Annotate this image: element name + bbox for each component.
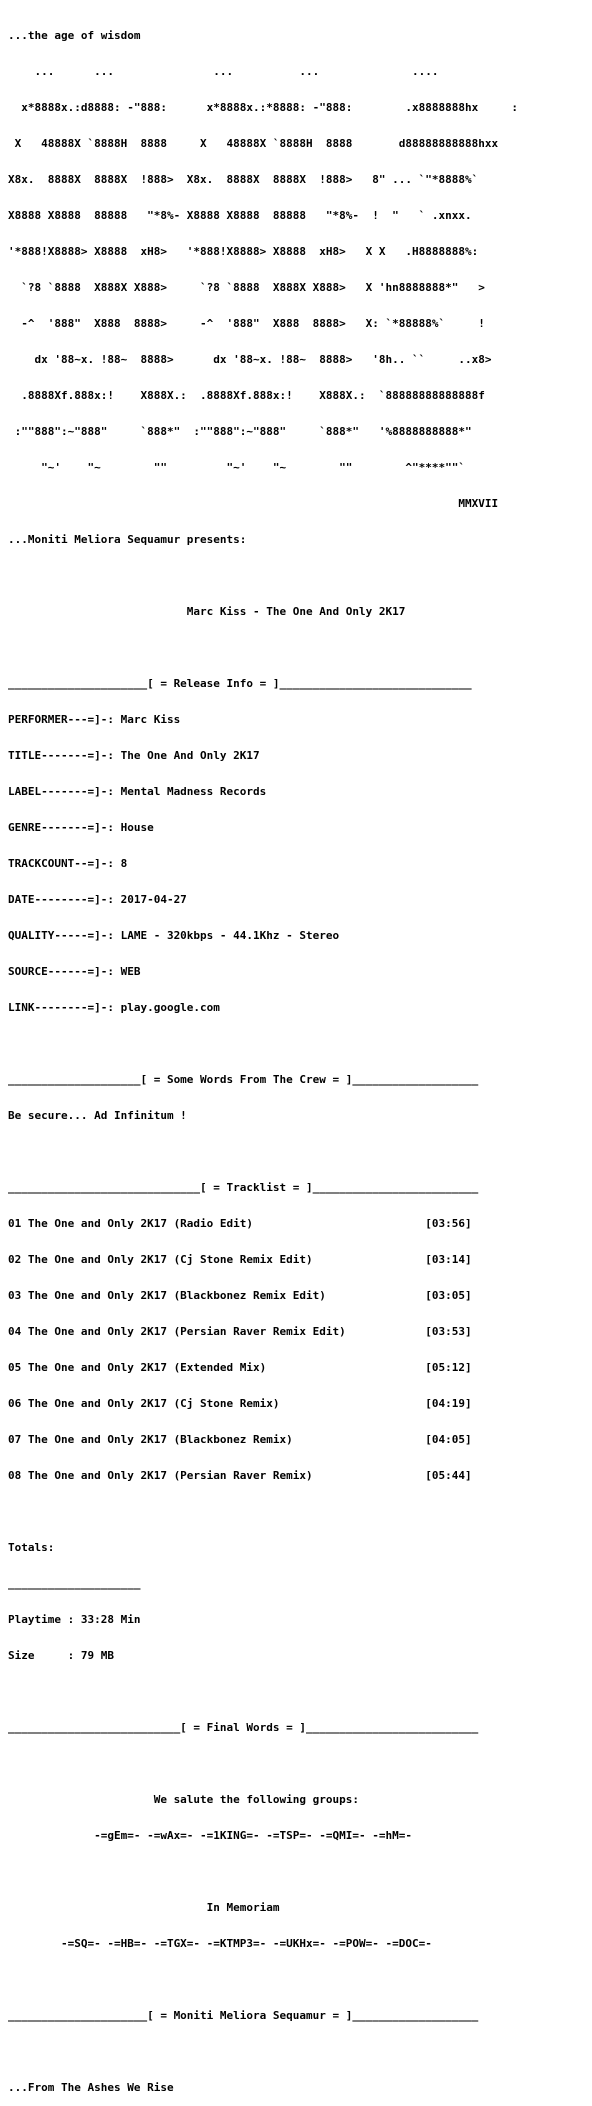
blank-line <box>8 1686 584 1698</box>
blank-line <box>8 1038 584 1050</box>
info-title: TITLE-------=]-: The One And Only 2K17 <box>8 749 260 762</box>
blank-line <box>8 570 584 582</box>
ascii-logo-line: ... ... ... ... .... <box>8 65 439 78</box>
section-header-group-name: _____________________[ = Moniti Meliora Sequamur = ]___________________ <box>8 2009 479 2022</box>
section-header-tracklist: _____________________________[ = Tracklist = ]_________________________ <box>8 1181 479 1194</box>
info-label: LABEL-------=]-: Mental Madness Records <box>8 785 267 798</box>
info-trackcount: TRACKCOUNT--=]-: 8 <box>8 857 128 870</box>
presents-line: ...Moniti Meliora Sequamur presents: <box>8 533 247 546</box>
ascii-logo-line: .8888Xf.888x:! X888X.: .8888Xf.888x:! X888X.: `88888888888888f <box>8 389 485 402</box>
blank-line <box>8 1146 584 1158</box>
track-row: 02 The One and Only 2K17 (Cj Stone Remix Edit) [03:14] <box>8 1253 472 1266</box>
ascii-logo-line: `?8 `8888 X888X X888> `?8 `8888 X888X X888> X 'hn8888888*" > <box>8 281 485 294</box>
info-source: SOURCE------=]-: WEB <box>8 965 141 978</box>
info-genre: GENRE-------=]-: House <box>8 821 154 834</box>
track-row: 03 The One and Only 2K17 (Blackbonez Remix Edit) [03:05] <box>8 1289 472 1302</box>
totals-playtime: Playtime : 33:28 Min <box>8 1613 141 1626</box>
info-performer: PERFORMER---=]-: Marc Kiss <box>8 713 181 726</box>
blank-line <box>8 1866 584 1878</box>
ascii-logo-line: :""888":~"888" `888*" :""888":~"888" `888*" '%8888888888*" <box>8 425 472 438</box>
ascii-logo-year: MMXVII <box>8 497 499 510</box>
info-date: DATE--------=]-: 2017-04-27 <box>8 893 187 906</box>
salute-groups: -=gEm=- -=wAx=- -=1KING=- -=TSP=- -=QMI=- -=hM=- <box>8 1829 412 1842</box>
header-tagline: ...the age of wisdom <box>8 29 141 42</box>
footer-tagline: ...From The Ashes We Rise <box>8 2081 174 2094</box>
track-row: 04 The One and Only 2K17 (Persian Raver Remix Edit) [03:53] <box>8 1325 472 1338</box>
blank-line <box>8 642 584 654</box>
ascii-logo-line: X8x. 8888X 8888X !888> X8x. 8888X 8888X !888> 8" ... `"*8888%` <box>8 173 479 186</box>
blank-line <box>8 1506 584 1518</box>
totals-divider: ____________________ <box>8 1577 141 1590</box>
totals-size: Size : 79 MB <box>8 1649 114 1662</box>
salute-heading: We salute the following groups: <box>8 1793 359 1806</box>
ascii-logo-line: -^ '888" X888 8888> -^ '888" X888 8888> X: `*88888%` ! <box>8 317 485 330</box>
track-row: 08 The One and Only 2K17 (Persian Raver Remix) [05:44] <box>8 1469 472 1482</box>
memoriam-heading: In Memoriam <box>8 1901 280 1914</box>
track-row: 05 The One and Only 2K17 (Extended Mix) [05:12] <box>8 1361 472 1374</box>
totals-heading: Totals: <box>8 1541 55 1554</box>
release-title: Marc Kiss - The One And Only 2K17 <box>8 605 406 618</box>
ascii-logo-line: x*8888x.:d8888: -"888: x*8888x.:*8888: -"888: .x8888888hx : <box>8 101 518 114</box>
blank-line <box>8 1758 584 1770</box>
ascii-logo-line: X8888 X8888 88888 "*8%- X8888 X8888 88888 "*8%- ! " ` .xnxx. <box>8 209 472 222</box>
ascii-logo-line: '*888!X8888> X8888 xH8> '*888!X8888> X8888 xH8> X X .H8888888%: <box>8 245 479 258</box>
info-link: LINK--------=]-: play.google.com <box>8 1001 220 1014</box>
track-row: 07 The One and Only 2K17 (Blackbonez Remix) [04:05] <box>8 1433 472 1446</box>
memoriam-groups: -=SQ=- -=HB=- -=TGX=- -=KTMP3=- -=UKHx=- -=POW=- -=DOC=- <box>8 1937 432 1950</box>
ascii-logo-line: dx '88~x. !88~ 8888> dx '88~x. !88~ 8888> '8h.. `` ..x8> <box>8 353 492 366</box>
crew-words-text: Be secure... Ad Infinitum ! <box>8 1109 187 1122</box>
info-quality: QUALITY-----=]-: LAME - 320kbps - 44.1Khz - Stereo <box>8 929 340 942</box>
section-header-release-info: _____________________[ = Release Info = ]_____________________________ <box>8 677 472 690</box>
ascii-logo-line: X 48888X `8888H 8888 X 48888X `8888H 8888 d88888888888hxx <box>8 137 499 150</box>
section-header-crew-words: ____________________[ = Some Words From The Crew = ]___________________ <box>8 1073 479 1086</box>
blank-line <box>8 2046 584 2058</box>
blank-line <box>8 1974 584 1986</box>
section-header-final-words: __________________________[ = Final Words = ]__________________________ <box>8 1721 479 1734</box>
ascii-logo-line: "~' "~ "" "~' "~ "" ^"****""` <box>8 461 465 474</box>
track-row: 01 The One and Only 2K17 (Radio Edit) [03:56] <box>8 1217 472 1230</box>
track-row: 06 The One and Only 2K17 (Cj Stone Remix) [04:19] <box>8 1397 472 1410</box>
